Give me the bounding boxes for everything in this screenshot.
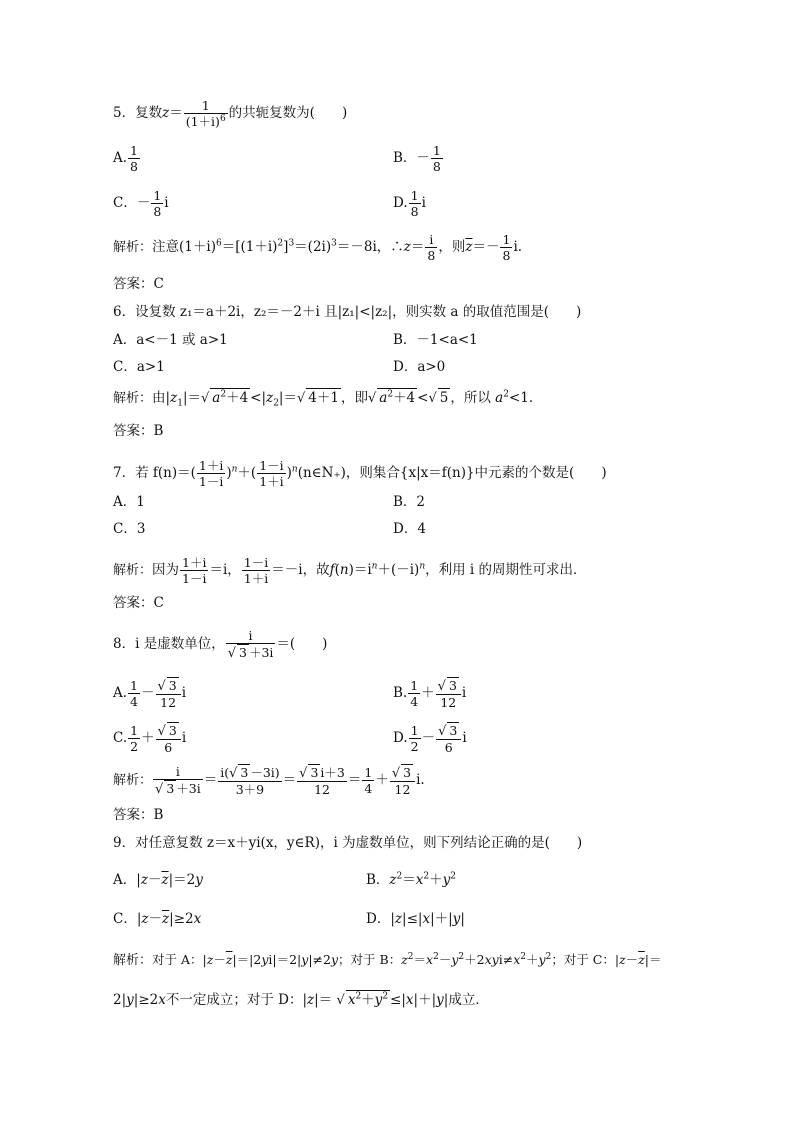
- q6-option-d: D．a>0: [393, 359, 446, 375]
- q9-option-a: A．$|z-\overline{z}|=2y$: [113, 872, 203, 888]
- q8-stem: 8．i 是虚数单位， $\frac{i}{√ 3 +3i}$ ＝( ): [113, 628, 328, 661]
- q6-option-c: C．a>1: [113, 359, 165, 375]
- q6-analysis: 解析：由$|z_1|=√$ $a^2+4 <|z_2|=√$ 4＋1 ，即√ $a^2+4$ <√ 5 ，所以 $a^2<1$.: [113, 389, 534, 409]
- q6-stem: 6．设复数 z₁＝a＋2i，z₂＝－2＋i 且|z₁|<|z₂|，则实数 a 的取值范围是( ): [113, 304, 582, 320]
- q9-stem: 9．对任意复数 z＝x＋yi(x，y∈R)，i 为虚数单位，则下列结论正确的是( ): [113, 835, 583, 851]
- q7-option-c: C．3: [113, 521, 146, 537]
- q5-answer: 答案：C: [113, 276, 164, 292]
- q5-option-d: D. $\frac{1}{8}$ i: [393, 188, 426, 219]
- q6-option-a: A．a<－1 或 a>1: [113, 332, 228, 348]
- q7-stem: 7．若 f(n)＝( $\frac{1+i}{1-i}$ )$^n$＋( $\frac{1-i}{1+i}$ )$^n$(n∈N₊)，则集合{x|x＝f(n)}中元素的个数是( ): [113, 458, 607, 489]
- q6-option-b: B．－1<a<1: [393, 332, 478, 348]
- q9-analysis-line2: 2|y|≥2x不一定成立；对于 D：|z|＝ √ $x^2+y^2 \le|x|+|y|$成立．: [113, 991, 489, 1008]
- q8-option-b: B. $\frac{1}{4}$ ＋ $\frac{√ 3}{12}$ i: [393, 678, 467, 710]
- q8-option-a: A. $\frac{1}{4}$ － $\frac{√ 3}{12}$ i: [113, 678, 187, 710]
- q9-option-c: C．$|z-\overline{z}|\ge 2x$: [113, 911, 202, 927]
- q5-option-c: C．－ $\frac{1}{8}$ i: [113, 188, 169, 219]
- q5-option-b: B．－ $\frac{1}{8}$: [393, 143, 441, 174]
- q8-analysis: 解析： $\frac{i}{√ 3 +3i}$ ＝ $\frac{i(√ 3 -3i)}{3+9}$ ＝ $\frac{√ 3 i+3}{12}$ ＝ $\frac{1}{4}$ ＋ $\frac{√ 3}{12}$ i.: [113, 764, 425, 797]
- q5-fraction: $\frac{1}{(1+i)^6}$: [185, 98, 226, 129]
- q7-answer: 答案：C: [113, 595, 164, 611]
- q7-option-b: B．2: [393, 494, 426, 510]
- q8-option-d: D. $\frac{1}{2}$ － $\frac{√ 3}{6}$ i: [393, 723, 467, 755]
- q9-option-b: B．$z^2=x^2+y^2$: [366, 871, 457, 888]
- q5-option-a: A. $\frac{1}{8}$: [113, 143, 138, 174]
- q5-stem: 5．复数z＝ $\frac{1}{(1+i)^6}$ 的共轭复数为( ): [113, 98, 348, 129]
- q7-analysis: 解析：因为 $\frac{1+i}{1-i}$ ＝i， $\frac{1-i}{1+i}$ ＝－i，故$f(n)=i^n+(-i)^n$，利用 i 的周期性可求出．: [113, 555, 587, 586]
- q8-answer: 答案：B: [113, 807, 164, 823]
- q9-option-d: D．|z|≤|x|＋|y|: [366, 911, 465, 927]
- q7-option-d: D．4: [393, 521, 426, 537]
- q5-analysis: 解析：注意$(1+i)^6=[(1+i)^2]^3=(2i)^3=-8i$，∴z＝ $\frac{i}{8}$ ，则$\overline{z}=-$ $\frac{1}{8}$ i.: [113, 232, 523, 263]
- q7-option-a: A．1: [113, 494, 145, 510]
- q9-analysis-line1: 解析：对于 A：$|z-\overline{z}|=|2yi|=2|y|\ne 2y$；对于 B：$z^2=x^2-y^2+2xyi\ne x^2+y^2$；对于 C：$|z-\overline{z}|=$: [113, 951, 662, 968]
- q6-answer: 答案：B: [113, 423, 164, 439]
- q8-option-c: C. $\frac{1}{2}$ ＋ $\frac{√ 3}{6}$ i: [113, 723, 187, 755]
